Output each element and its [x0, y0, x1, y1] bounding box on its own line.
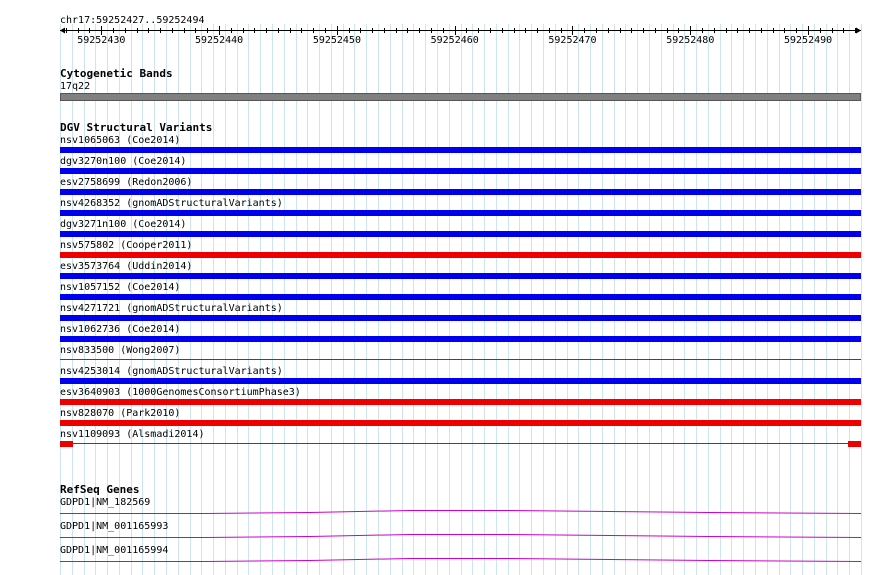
- dgv-feature-label: nsv4268352 (gnomADStructuralVariants): [60, 198, 283, 209]
- dgv-feature-bar[interactable]: [60, 210, 861, 216]
- cytoband-label: 17q22: [60, 81, 91, 92]
- ruler-arrow-icon: [60, 28, 65, 34]
- dgv-feature-bar[interactable]: [60, 443, 861, 444]
- dgv-feature-label: nsv1065063 (Coe2014): [60, 135, 181, 146]
- dgv-feature-bar[interactable]: [60, 189, 861, 195]
- dgv-feature-label: nsv1109093 (Alsmadi2014): [60, 429, 205, 440]
- refseq-gene-label: GDPD1|NM_001165993: [60, 521, 169, 532]
- dgv-feature-bar[interactable]: [60, 315, 861, 321]
- dgv-feature-label: nsv1057152 (Coe2014): [60, 282, 181, 293]
- dgv-feature-bar[interactable]: [60, 420, 861, 426]
- dgv-feature-label: esv3573764 (Uddin2014): [60, 261, 193, 272]
- dgv-feature-bar[interactable]: [60, 294, 861, 300]
- dgv-feature-label: esv3640903 (1000GenomesConsortiumPhase3): [60, 387, 301, 398]
- dgv-feature-bar[interactable]: [60, 252, 861, 258]
- ruler-tick-label: 59252430: [77, 35, 126, 46]
- dgv-feature-label: nsv4271721 (gnomADStructuralVariants): [60, 303, 283, 314]
- dgv-feature-bar[interactable]: [848, 441, 861, 447]
- dgv-feature-label: nsv1062736 (Coe2014): [60, 324, 181, 335]
- refseq-gene-label: GDPD1|NM_182569: [60, 497, 151, 508]
- dgv-feature-bar[interactable]: [60, 168, 861, 174]
- ruler-tick-label: 59252490: [783, 35, 833, 46]
- ruler-location: chr17:59252427..59252494: [60, 15, 205, 26]
- dgv-feature-label: dgv3270n100 (Coe2014): [60, 156, 187, 167]
- dgv-feature-bar[interactable]: [60, 336, 861, 342]
- dgv-feature-bar[interactable]: [60, 231, 861, 237]
- cytoband-bar[interactable]: [60, 93, 861, 101]
- dgv-feature-bar[interactable]: [60, 378, 861, 384]
- refseq-track-title: RefSeq Genes: [60, 483, 140, 496]
- dgv-feature-bar[interactable]: [60, 399, 861, 405]
- dgv-feature-bar[interactable]: [60, 147, 861, 153]
- dgv-feature-label: nsv575802 (Cooper2011): [60, 240, 193, 251]
- ruler-tick-label: 59252450: [312, 35, 361, 46]
- dgv-feature-label: esv2758699 (Redon2006): [60, 177, 193, 188]
- dgv-feature-label: dgv3271n100 (Coe2014): [60, 219, 187, 230]
- ruler-arrow-icon: [856, 28, 861, 34]
- dgv-feature-label: nsv4253014 (gnomADStructuralVariants): [60, 366, 283, 377]
- dgv-feature-bar[interactable]: [60, 441, 73, 447]
- ruler-tick-label: 59252470: [548, 35, 597, 46]
- dgv-track-title: DGV Structural Variants: [60, 121, 213, 134]
- dgv-feature-label: nsv833500 (Wong2007): [60, 345, 181, 356]
- dgv-feature-label: nsv828070 (Park2010): [60, 408, 181, 419]
- dgv-feature-bar[interactable]: [60, 359, 861, 360]
- ruler-tick-label: 59252460: [430, 35, 479, 46]
- dgv-feature-bar[interactable]: [60, 273, 861, 279]
- ruler-tick-label: 59252480: [666, 35, 715, 46]
- ruler-tick-label: 59252440: [195, 35, 244, 46]
- refseq-gene-label: GDPD1|NM_001165994: [60, 545, 169, 556]
- cytoband-track-title: Cytogenetic Bands: [60, 67, 173, 80]
